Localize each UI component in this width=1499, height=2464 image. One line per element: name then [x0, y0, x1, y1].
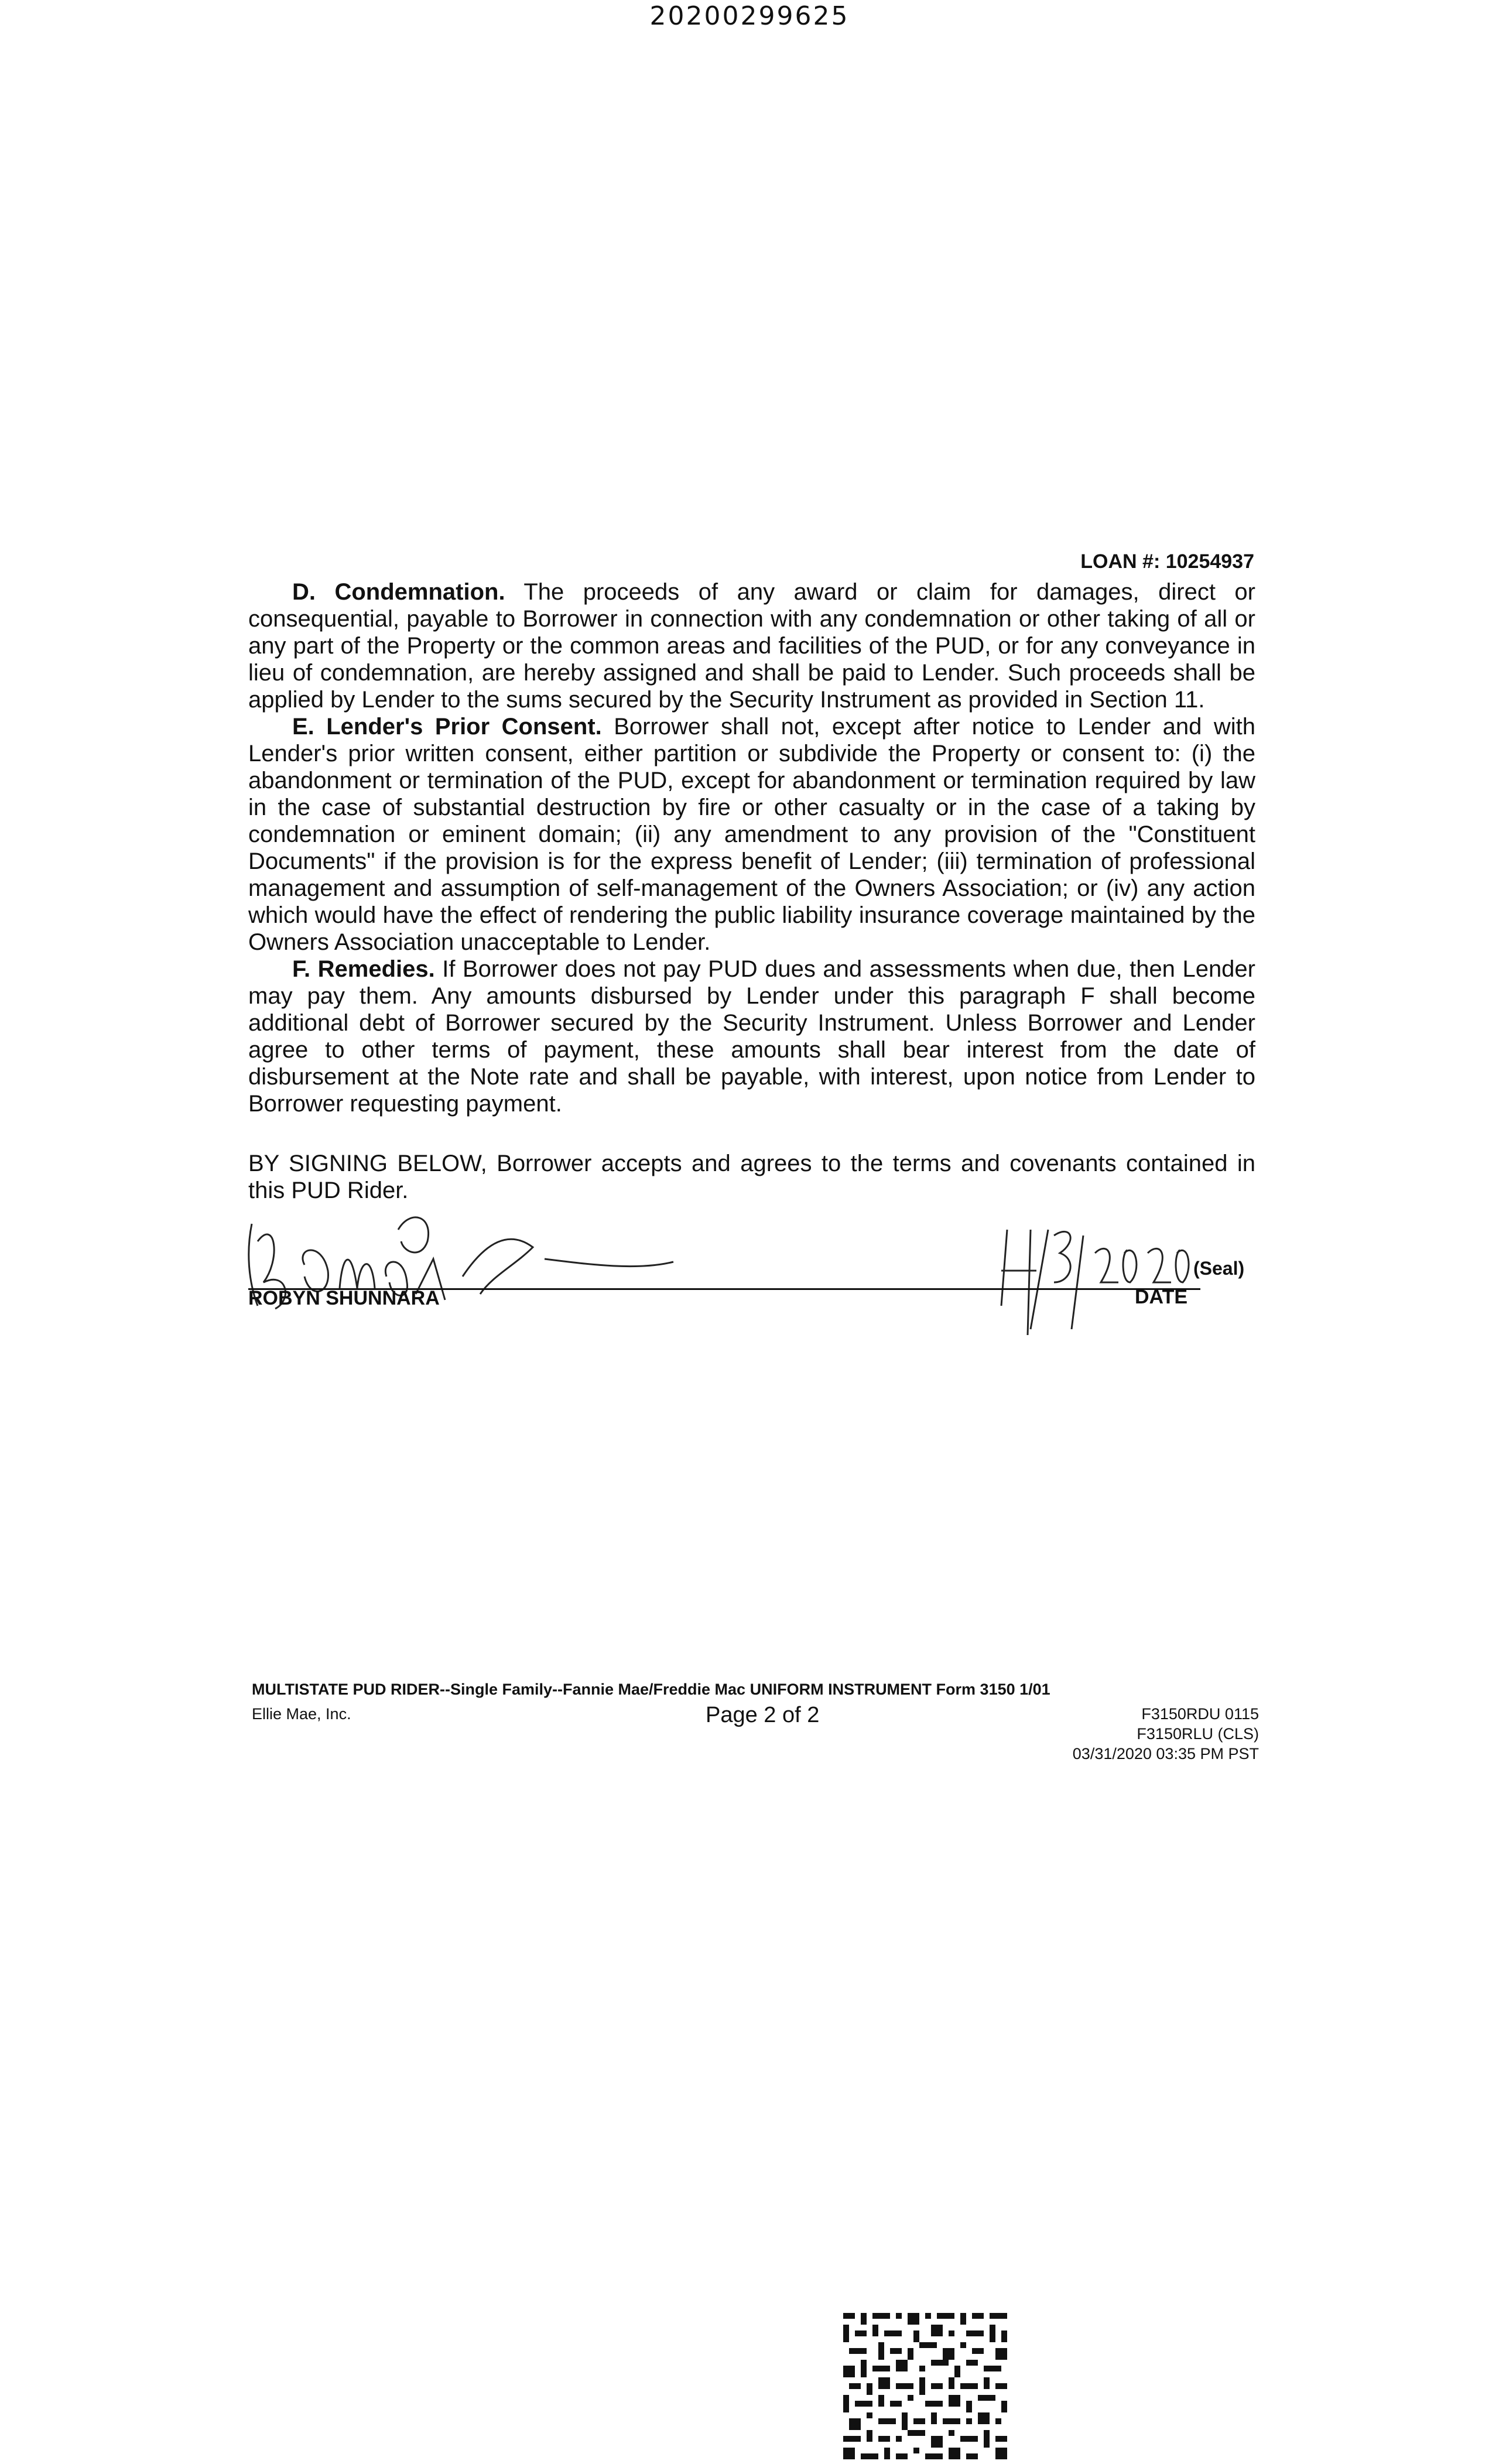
section-d-text: The proceeds of any award or claim for damages, direct or consequential, payable to Borrower in connection with any condemnation or other taking of all or any part of the Property or the common areas and facilities of the PUD, or for any conveyance in lieu of condemnation, are hereby assigned and shall be paid to Lender. Such proceeds shall be applied by Lender to the sums secured by the Security Instrument as provided in Section 11. — [248, 579, 1255, 713]
section-d-title: D. Condemnation. — [292, 579, 505, 605]
loan-number: LOAN #: 10254937 — [1080, 550, 1254, 573]
section-e-text: Borrower shall not, except after notice to Lender and with Lender's prior written consent, either partition or subdivide the Property or consent to: (i) the abandonment or termination of the PUD, except for abandonment or termination required by law in the case of substantial destruction by fire or other casualty or in the case of a taking by condemnation or eminent domain; (ii) any amendment to any provision of the "Constituent Documents" if the provision is for the express benefit of Lender; (iii) termination of professional management and assumption of self-management of the Owners Association; or (iv) any action which would have the effect of rendering the public liability insurance coverage maintained by the Owners Association unacceptable to Lender. — [248, 714, 1255, 955]
barcode-image — [843, 2313, 1007, 2459]
section-e — [248, 713, 1255, 956]
seal-label: (Seal) — [1193, 1258, 1245, 1279]
section-d — [248, 579, 1255, 713]
document-number: 20200299625 — [649, 1, 850, 31]
form-code-1: F3150RDU 0115 — [1141, 1705, 1259, 1723]
form-title: MULTISTATE PUD RIDER--Single Family--Fannie Mae/Freddie Mac UNIFORM INSTRUMENT Form 3150 1/01 — [252, 1681, 1050, 1698]
page-number: Page 2 of 2 — [706, 1703, 820, 1727]
form-code-2: F3150RLU (CLS) — [1137, 1725, 1259, 1743]
section-e-title: E. Lender's Prior Consent. — [292, 714, 602, 740]
vendor-name: Ellie Mae, Inc. — [252, 1705, 351, 1723]
section-f — [248, 956, 1255, 1117]
print-timestamp: 03/31/2020 03:35 PM PST — [1072, 1745, 1259, 1763]
date-label: DATE — [1135, 1286, 1188, 1308]
section-f-title: F. Remedies. — [292, 956, 435, 982]
handwritten-date-image — [995, 1218, 1195, 1335]
agreement-statement: BY SIGNING BELOW, Borrower accepts and agrees to the terms and covenants contained in this PUD Rider. — [248, 1151, 1255, 1203]
section-f-text: If Borrower does not pay PUD dues and assessments when due, then Lender may pay them. Any amounts disbursed by Lender under this paragraph F shall become additional debt of Borrower secured by the Security Instrument. Unless Borrower and Lender agree to other terms of payment, these amounts shall bear interest from the date of disbursement at the Note rate and shall be payable, with interest, upon notice from Lender to Borrower requesting payment. — [248, 956, 1255, 1117]
borrower-name: ROBYN SHUNNARA — [248, 1287, 440, 1309]
rider-body — [248, 579, 1255, 1204]
